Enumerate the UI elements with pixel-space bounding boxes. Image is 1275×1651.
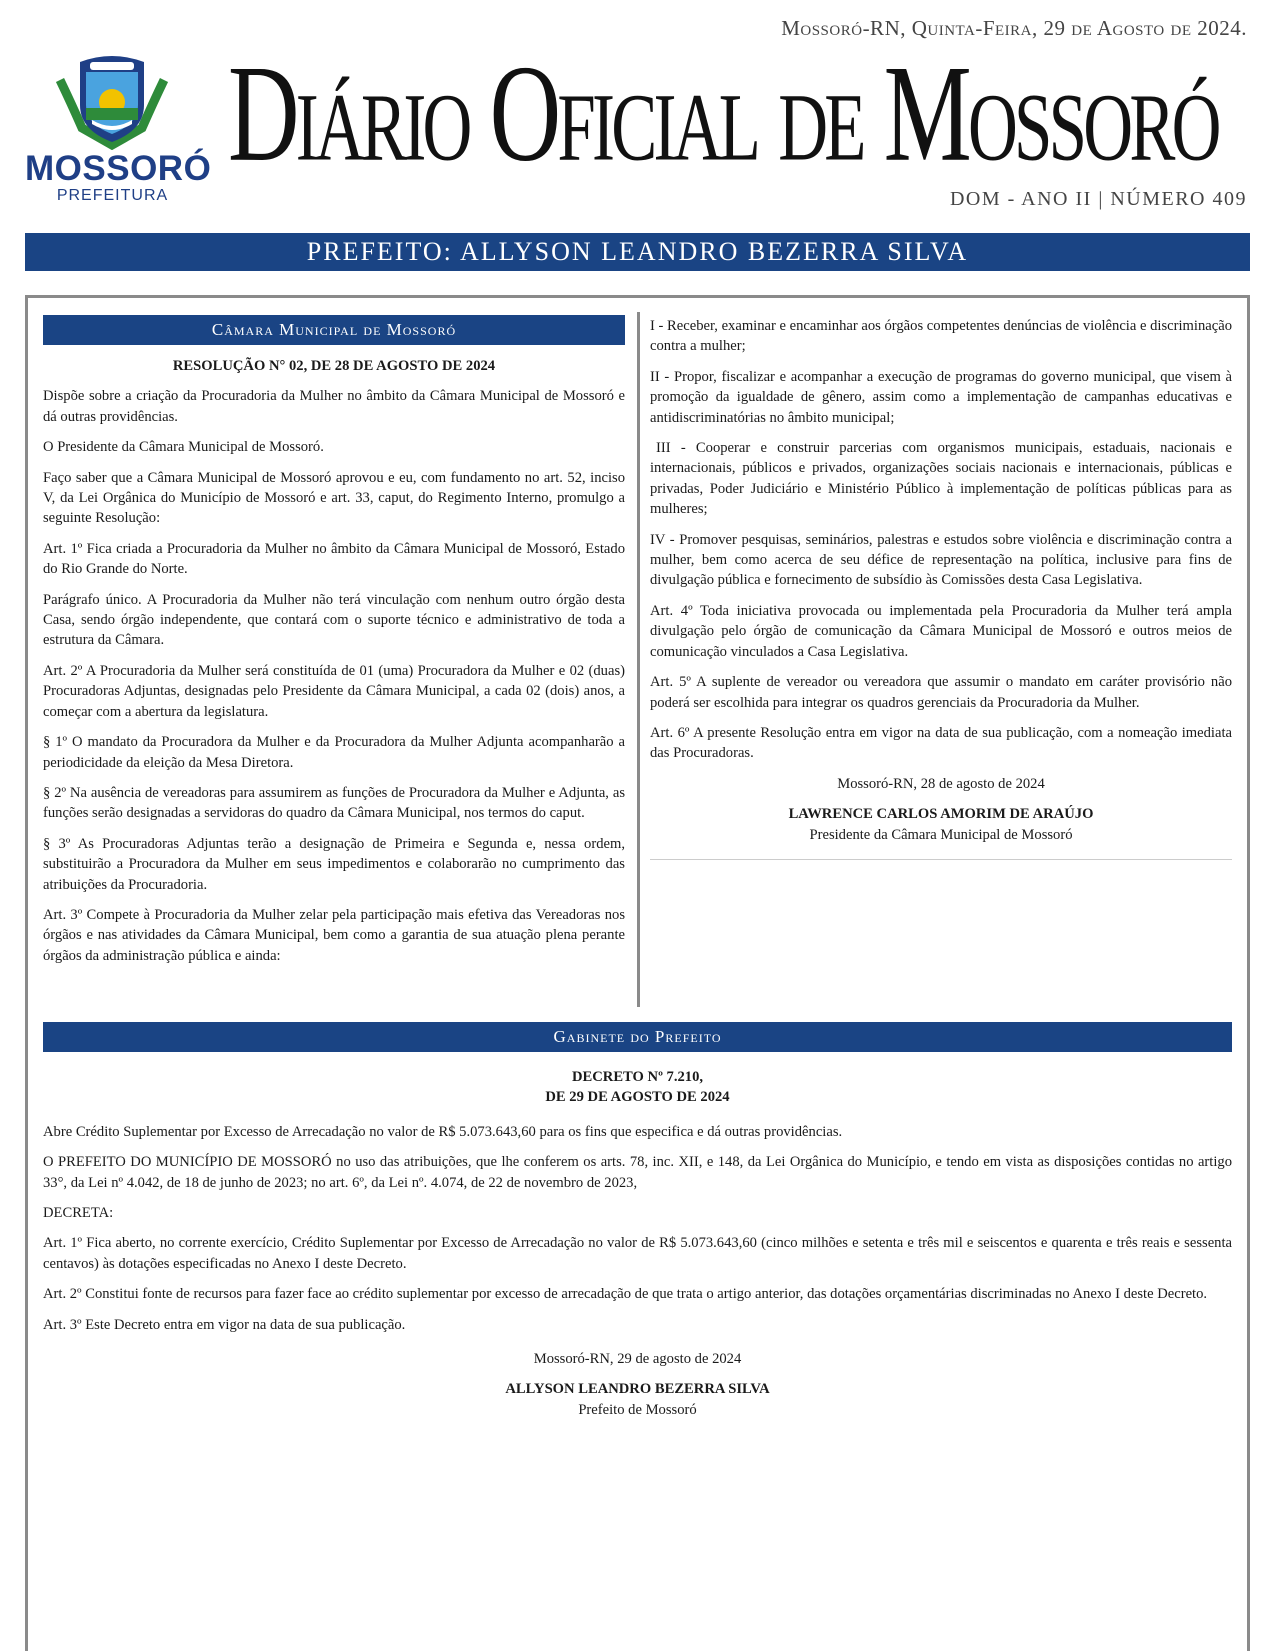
- decree-title-number: DECRETO Nº 7.210,: [571, 1069, 704, 1085]
- resolution-paragraph: Dispõe sobre a criação da Procuradoria da Mulher no âmbito da Câmara Municipal de Mossoró e dá outras providências.: [43, 388, 625, 425]
- decree-signer-role: Prefeito de Mossoró: [578, 1401, 697, 1418]
- decree-place-date: Mossoró-RN, 29 de agosto de 2024: [533, 1351, 742, 1368]
- decree-paragraph: O PREFEITO DO MUNICÍPIO DE MOSSORÓ no uso das atribuições, que lhe conferem os arts. 78, inc. XII, e 148, da Lei Orgânica do Município, e tendo em vista as disposições contidas no artigo 33°, da Lei nº 4.042, de 18 de junho de 2023; no art. 6º, da Lei nº. 4.074, de 22 de novembro de 2023,: [43, 1154, 1232, 1191]
- resolution-paragraph: Art. 4º Toda iniciativa provocada ou implementada pela Procuradoria da Mulher terá ampla divulgação pelo órgão de comunicação da Câmara Municipal de Mossoró e outros meios de comunicação vinculados a Casa Legislativa.: [650, 602, 1232, 660]
- decree-paragraph: Art. 1º Fica aberto, no corrente exercício, Crédito Suplementar por Excesso de Arrecadação no valor de R$ 5.073.643,60 (cinco milhões e setenta e três mil e seiscentos e quarenta e três reais e sessenta centavos) às dotações especificadas no Anexo I deste Decreto.: [43, 1235, 1232, 1272]
- publication-date: Mossoró-RN, Quinta-Feira, 29 de Agosto de 2024.: [781, 16, 1247, 40]
- decree-signer-name: ALLYSON LEANDRO BEZERRA SILVA: [505, 1381, 770, 1398]
- decree-title-date: DE 29 DE AGOSTO DE 2024: [545, 1089, 730, 1106]
- camara-right-column: [650, 316, 1232, 860]
- resolution-paragraph: § 2º Na ausência de vereadoras para assumirem as funções de Procuradora da Mulher e Adjunta, as funções serão designadas a servidoras do quadro da Câmara Municipal, nos termos do caput.: [43, 784, 625, 822]
- column-divider: [637, 312, 640, 1007]
- city-coat-of-arms-icon: [52, 50, 172, 150]
- resolution-paragraph: O Presidente da Câmara Municipal de Mossoró.: [43, 439, 324, 456]
- city-logo: [25, 45, 212, 205]
- logo-city-name: MOSSORÓ: [25, 149, 212, 188]
- resolution-paragraph: Faço saber que a Câmara Municipal de Mossoró aprovou e eu, com fundamento no art. 52, inciso V, da Lei Orgânica do Município de Mossoró e art. 33, caput, do Regimento Interno, promulgo a seguinte Resolução:: [43, 469, 625, 527]
- resolution-paragraph: Art. 1º Fica criada a Procuradoria da Mulher no âmbito da Câmara Municipal de Mossoró, Estado do Rio Grande do Norte.: [43, 540, 625, 578]
- resolution-paragraph: II - Propor, fiscalizar e acompanhar a execução de programas do governo municipal, que visem à promoção da igualdade de gênero, assim como a implementação de campanhas educativas e antidiscriminatórias no âmbito municipal;: [650, 368, 1232, 426]
- resolution-paragraph: § 3º As Procuradoras Adjuntas terão a designação de Primeira e Segunda e, nessa ordem, substituirão a Procuradora da Mulher em seus impedimentos e colaborarão no cumprimento das atribuições da Procuradoria.: [43, 835, 625, 893]
- decree-paragraph: Abre Crédito Suplementar por Excesso de Arrecadação no valor de R$ 5.073.643,60 para os fins que especifica e dá outras providências.: [43, 1123, 843, 1140]
- resolution-paragraph: IV - Promover pesquisas, seminários, palestras e estudos sobre violência e discriminação contra a mulher, bem como acerca de seu défice de representação na política, inclusive para fins de divulgação pública e fornecimento de subsídio às Comissões desta Casa Legislativa.: [650, 531, 1232, 589]
- decree-paragraph: Art. 3º Este Decreto entra em vigor na data de sua publicação.: [43, 1316, 406, 1333]
- resolution-paragraph: Art. 2º A Procuradoria da Mulher será constituída de 01 (uma) Procuradora da Mulher e 02 (duas) Procuradoras Adjuntas, designadas pelo Presidente da Câmara Municipal, a cada 02 (dois) anos, a começar com a abertura da legislatura.: [43, 662, 625, 720]
- resolution-paragraph: Parágrafo único. A Procuradoria da Mulher não terá vinculação com nenhum outro órgão desta Casa, sendo órgão independente, que contará com o suporte técnico e administrativo de toda a estrutura da Câmara.: [43, 591, 625, 649]
- resolution-signer-name: LAWRENCE CARLOS AMORIM DE ARAÚJO: [788, 806, 1094, 823]
- signature-divider: [650, 859, 1232, 860]
- resolution-paragraph: § 1º O mandato da Procuradora da Mulher e da Procuradora da Mulher Adjunta acompanharão a periodicidade da eleição da Mesa Diretora.: [43, 734, 625, 771]
- camara-left-column: [43, 356, 625, 976]
- resolution-paragraph: III - Cooperar e construir parcerias com organismos municipais, estaduais, nacionais e internacionais, públicos e privados, organizações sociais nacionais e internacionais, públicas e privadas, Poder Judiciário e Ministério Público à implementação de políticas públicas para as mulheres;: [650, 440, 1232, 518]
- resolution-paragraph: Art. 5º A suplente de vereador ou vereadora que assumir o mandato em caráter provisório não poderá ser escolhida para integrar os quadros gerenciais da Procuradoria da Mulher.: [650, 674, 1232, 711]
- resolution-title: RESOLUÇÃO N° 02, DE 28 DE AGOSTO DE 2024: [172, 358, 496, 374]
- gabinete-section-header: Gabinete do Prefeito: [43, 1022, 1232, 1052]
- decree-paragraph: Art. 2º Constitui fonte de recursos para fazer face ao crédito suplementar por excesso de arrecadação de que trata o artigo anterior, das dotações orçamentárias discriminadas no Anexo I deste Decreto.: [43, 1286, 1208, 1303]
- resolution-paragraph: Art. 6º A presente Resolução entra em vigor na data de sua publicação, com a nomeação imediata das Procuradoras.: [650, 724, 1232, 762]
- resolution-paragraph: I - Receber, examinar e encaminhar aos órgãos competentes denúncias de violência e discriminação contra a mulher;: [650, 318, 1232, 355]
- gabinete-content: [43, 1067, 1232, 1420]
- resolution-signer-role: Presidente da Câmara Municipal de Mossoró: [809, 826, 1073, 843]
- resolution-paragraph: Art. 3º Compete à Procuradoria da Mulher zelar pela participação mais efetiva das Vereadoras nos órgãos e nas atividades da Câmara Municipal, bem como a garantia de sua atuação plena perante órgãos da administração pública e ainda:: [43, 906, 625, 964]
- camara-section-header: Câmara Municipal de Mossoró: [43, 315, 625, 345]
- edition-number: DOM - ANO II | NÚMERO 409: [949, 188, 1247, 210]
- decree-paragraph: DECRETA:: [43, 1205, 114, 1222]
- mayor-banner: PREFEITO: ALLYSON LEANDRO BEZERRA SILVA: [25, 233, 1250, 271]
- masthead-title: Diário Oficial de Mossoró: [228, 35, 1218, 191]
- resolution-place-date: Mossoró-RN, 28 de agosto de 2024: [837, 775, 1045, 792]
- logo-subtitle: PREFEITURA: [56, 187, 169, 204]
